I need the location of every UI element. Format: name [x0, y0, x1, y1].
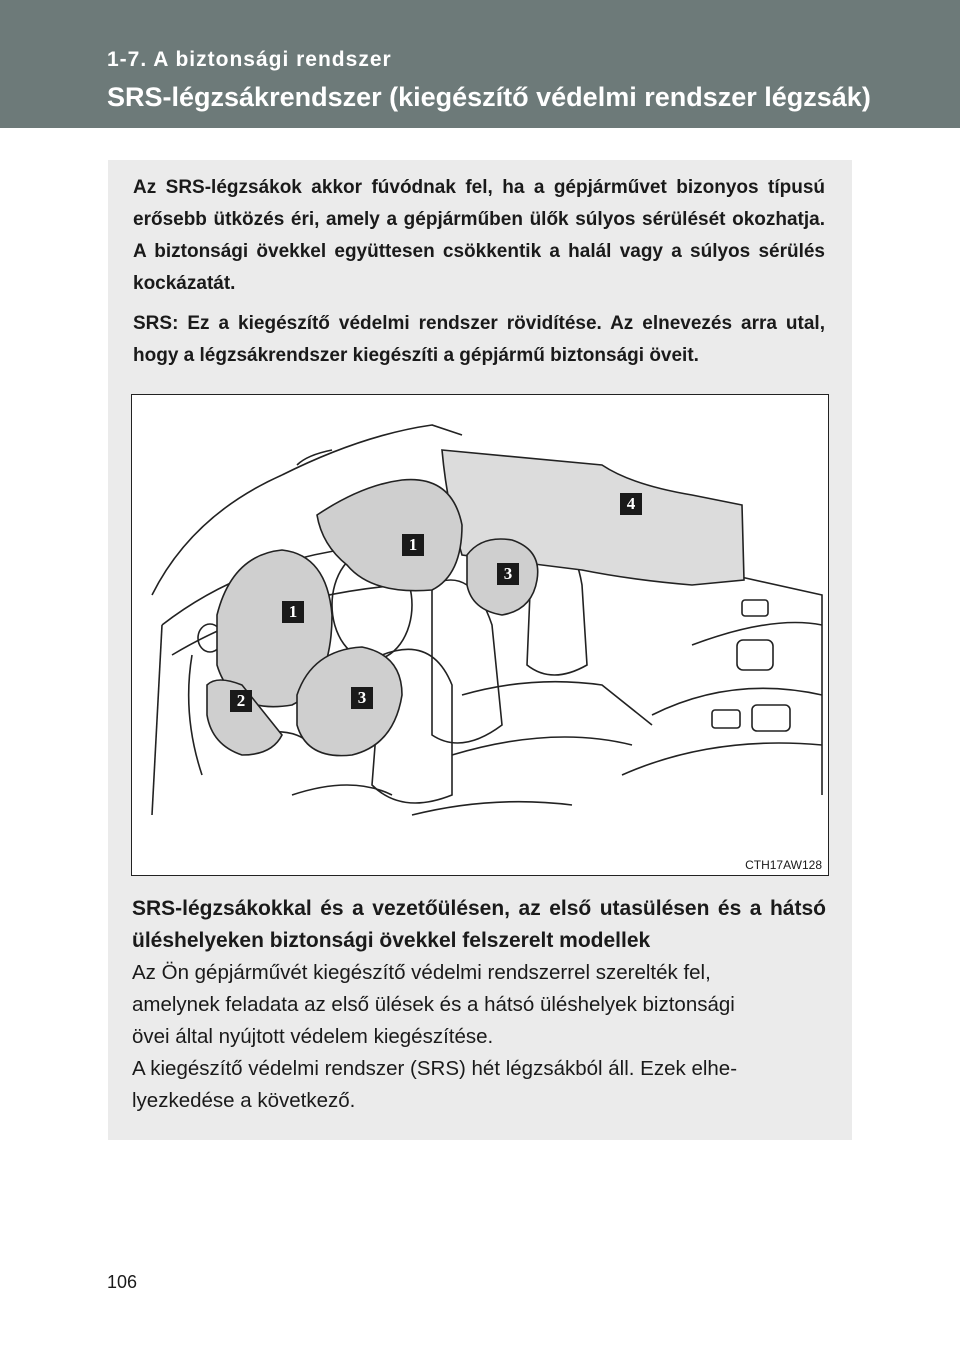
section-title: 1-7. A biztonsági rendszer	[107, 48, 392, 71]
page-title: SRS-légzsákrendszer (kiegészítő védelmi rendszer légzsák)	[107, 82, 871, 112]
airbag-illustration	[131, 394, 829, 876]
srs-definition-paragraph: SRS: Ez a kiegészítő védelmi rendszer rövidítése. Az elnevezés arra utal, hogy a légzsákrendszer kiegészíti a gépjármű biztonsági öveit.	[133, 313, 825, 366]
body-line: A kiegészítő védelmi rendszer (SRS) hét légzsákból áll. Ezek elhe-	[132, 1057, 738, 1080]
callout-3-upper: 3	[497, 563, 519, 585]
callout-3-lower: 3	[351, 687, 373, 709]
page-number: 106	[107, 1272, 138, 1292]
page-header	[0, 0, 960, 128]
body-line: övei által nyújtott védelem kiegészítése.	[132, 1025, 494, 1048]
intro-paragraph: Az SRS-légzsákok akkor fúvódnak fel, ha a gépjárművet bizonyos típusú erősebb ütközés éri, amely a gépjárműben ülők súlyos sérülését okozhatja. A biztonsági övekkel együttesen csökkentik a halál vagy a súlyos sérülés kockázatát.	[133, 177, 825, 294]
body-line: Az Ön gépjárművét kiegészítő védelmi rendszerrel szerelték fel,	[132, 961, 711, 984]
callout-1-lower: 1	[282, 601, 304, 623]
car-interior-drawing	[132, 395, 828, 875]
callout-2: 2	[230, 690, 252, 712]
callout-1-upper: 1	[402, 534, 424, 556]
body-line: amelynek feladata az első ülések és a hátsó üléshelyek biztonsági	[132, 993, 735, 1016]
body-line: lyezkedése a következő.	[132, 1089, 356, 1112]
callout-4: 4	[620, 493, 642, 515]
section-body	[132, 957, 826, 1117]
figure-code: CTH17AW128	[745, 858, 822, 872]
section-heading: SRS-légzsákokkal és a vezetőülésen, az első utasülésen és a hátsó üléshelyeken biztonsági övekkel felszerelt modellek	[132, 897, 826, 952]
